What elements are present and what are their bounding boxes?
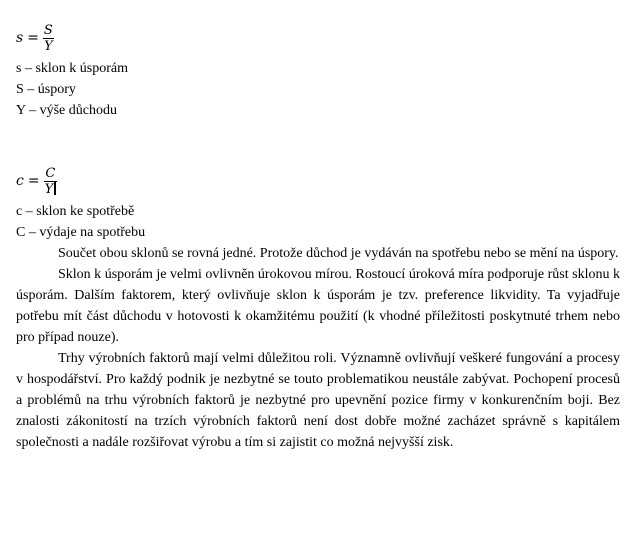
formula-consumption-propensity (16, 161, 620, 201)
formula-lhs: c (16, 172, 24, 189)
denominator-text: Y (44, 181, 54, 197)
body-paragraph: Součet obou sklonů se rovná jedné. Protože důchod je vydáván na spotřebu nebo se mění na úspory. (58, 246, 619, 261)
fraction-numerator: S (43, 22, 53, 38)
formula-lhs: s (16, 29, 24, 46)
formula-equals: = (27, 29, 39, 46)
formula-fraction (43, 23, 54, 54)
legend-line: C – výdaje na spotřebu (16, 225, 146, 240)
legend-line: S – úspory (16, 82, 76, 97)
formula-equals: = (27, 172, 40, 189)
body-paragraph: Trhy výrobních faktorů mají velmi důležitou roli. Významně ovlivňují veškeré fungování a procesy v hospodářství. Pro každý podnik je nezbytné se touto problematikou neustále zabývat. Pochopení procesů a problémů na trhu výrobních faktorů je nezbytné pro upevnění pozice firmy v konkurenčním boji. Bez znalosti zákonitostí na trzích výrobních faktorů není dost dobře možné zacházet správně s kapitálem společnosti a nadále rozšiřovat výrobu a tím si zajistit co možná nejvyšší zisk. (16, 351, 620, 450)
body-paragraph: Sklon k úsporám je velmi ovlivněn úrokovou mírou. Rostoucí úroková míra podporuje růst sklonu k úsporám. Dalším faktorem, který ovlivňuje sklon k úsporám je tzv. preference likvidity. Ta vyjadřuje potřebu mít část důchodu v hotovosti k okamžitému použití (k vhodné příležitosti poskytnuté trhem nebo pro případ nouze). (16, 267, 620, 345)
formula-fraction (44, 166, 58, 197)
fraction-numerator: C (45, 165, 56, 181)
legend-line: Y – výše důchodu (16, 103, 117, 118)
legend-line: s – sklon k úsporám (16, 61, 128, 76)
document-page (16, 18, 620, 453)
fraction-denominator: Y (44, 38, 53, 54)
text-cursor (54, 182, 56, 195)
blank-space (16, 121, 620, 161)
formula-savings-propensity (16, 18, 620, 58)
legend-line: c – sklon ke spotřebě (16, 204, 135, 219)
fraction-denominator (44, 181, 58, 197)
